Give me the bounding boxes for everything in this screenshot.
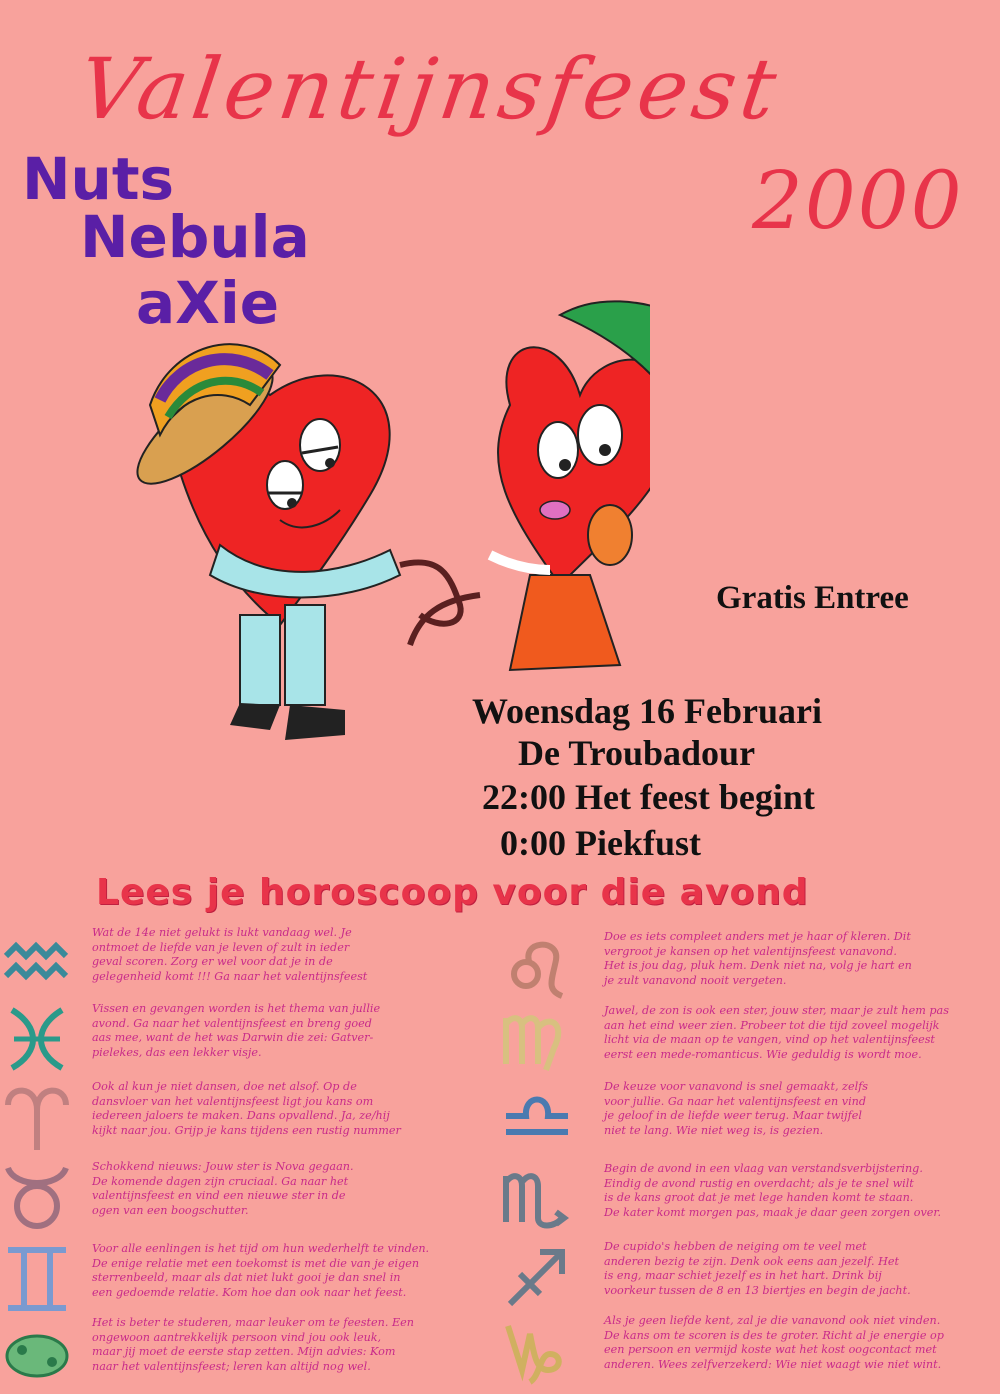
poster-title: Valentijnsfeest <box>73 40 787 138</box>
horoscope-text: Ook al kun je niet dansen, doe net alsof. Op de dansvloer van het valentijnsfeest ligt jou kans om iedereen jaloers te maken. Dans opvallend. Ja, ze/hij kijkt naar jou. Grijp je kans tijdens een rustig nummer <box>92 1080 401 1137</box>
horoscope-text: Begin de avond in een vlaag van verstandsverbijstering. Eindig de avond rustig en overdacht; als je te snel wilt is de kans groot dat je met lege handen komt te staan. De kater komt morgen pas, maak je daar geen zorgen over. <box>604 1162 942 1219</box>
organizer-nuts: Nuts <box>22 145 175 213</box>
sagittarius-icon <box>500 1240 574 1314</box>
horoscope-virgo <box>500 1004 1000 1082</box>
hearts-couple-illustration <box>110 285 650 755</box>
horoscope-text: Als je geen liefde kent, zal je die vanavond ook niet vinden. De kans om te scoren is des te groter. Richt al je energie op een persoon en vermijd koste wat het kost oogcontact met anderen. Wees zelfverzekerd: Wie niet waagt wie niet wint. <box>604 1314 944 1371</box>
gemini-icon <box>0 1242 74 1316</box>
scorpio-icon <box>500 1162 574 1236</box>
horoscope-text: Vissen en gevangen worden is het thema van jullie avond. Ga naar het valentijnsfeest en breng goed aas mee, want de het was Darwin die zei: Gatver- pielekes, das een lekker visje. <box>92 1002 381 1059</box>
horoscope-scorpio <box>500 1162 1000 1240</box>
virgo-icon <box>500 1004 574 1078</box>
horoscope-text: Voor alle eenlingen is het tijd om hun wederhelft te vinden. De enige relatie met een toekomst is met die van je eigen sterrenbeeld, maar als dat niet lukt gooi je dan snel in een gedoemde relatie. Kom hoe dan ook naar het feest. <box>92 1242 430 1299</box>
horoscope-aries <box>0 1080 500 1158</box>
aquarius-icon <box>0 926 74 1000</box>
libra-icon <box>500 1080 574 1154</box>
horoscope-sagittarius <box>500 1240 1000 1318</box>
pisces-icon <box>0 1002 74 1076</box>
horoscope-aquarius <box>0 926 500 1004</box>
poster-year: 2000 <box>752 154 964 247</box>
capricorn-icon <box>500 1314 574 1388</box>
entry-info: Gratis Entree <box>716 580 909 616</box>
taurus-icon <box>0 1160 74 1234</box>
horoscope-taurus <box>0 1160 500 1238</box>
gentleman-heart-icon <box>122 344 461 740</box>
horoscope-gemini <box>0 1242 500 1320</box>
horoscope-pisces <box>0 1002 500 1080</box>
horoscope-text: Wat de 14e niet gelukt is lukt vandaag wel. Je ontmoet de liefde van je leven of zult in ieder geval scoren. Zorg er wel voor dat je in de gelegenheid komt !!! Ga naar het valentijnsfeest <box>92 926 368 983</box>
horoscope-leo <box>500 930 1000 1008</box>
event-peak-time: 0:00 Piekfust <box>500 823 701 863</box>
event-start-time: 22:00 Het feest begint <box>482 777 815 817</box>
event-date: Woensdag 16 Februari <box>472 691 823 731</box>
horoscope-text: Jawel, de zon is ook een ster, jouw ster, maar je zult hem pas aan het eind weer zien. Probeer tot die tijd zoveel mogelijk licht via de maan op te vangen, vind op het valentijnsfeest eerst een mede-romanticus. Wie geduldig is wordt moe. <box>604 1004 949 1061</box>
horoscope-libra <box>500 1080 1000 1158</box>
horoscope-text: Doe es iets compleet anders met je haar of kleren. Dit vergroot je kansen op het valentijnsfeest vanavond. Het is jou dag, pluk hem. Denk niet na, volg je hart en je zult vanavond nooit vergeten. <box>604 930 912 987</box>
horoscope-text: De cupido's hebben de neiging om te veel met anderen bezig te zijn. Denk ook eens aan jezelf. Het is eng, maar schiet jezelf es in het hart. Drink bij voorkeur tussen de 8 en 13 biertjes en begin de jacht. <box>604 1240 911 1297</box>
organizer-nebula: Nebula <box>80 203 310 271</box>
aries-icon <box>0 1080 74 1154</box>
horoscope-capricorn <box>500 1314 1000 1392</box>
lady-heart-icon <box>410 295 650 670</box>
horoscope-heading: Lees je horoscoop voor die avond <box>96 872 809 913</box>
cancer-icon <box>0 1316 74 1390</box>
leo-icon <box>500 930 574 1004</box>
horoscope-text: Het is beter te studeren, maar leuker om te feesten. Een ongewoon aantrekkelijk persoon vind jou ook leuk, maar jij moet de eerste stap zetten. Mijn advies: Kom naar het valentijnsfeest; leren kan altijd nog wel. <box>92 1316 414 1373</box>
event-venue: De Troubadour <box>518 733 756 773</box>
horoscope-cancer <box>0 1316 500 1394</box>
organizer-axie: aXie <box>136 269 280 337</box>
horoscope-text: Schokkend nieuws: Jouw ster is Nova gegaan. De komende dagen zijn cruciaal. Ga naar het valentijnsfeest en vind een nieuwe ster in de ogen van een boogschutter. <box>92 1160 354 1217</box>
horoscope-text: De keuze voor vanavond is snel gemaakt, zelfs voor jullie. Ga naar het valentijnsfeest en vind je geloof in de liefde weer terug. Maar twijfel niet te lang. Wie niet weg is, is gezien. <box>604 1080 869 1137</box>
